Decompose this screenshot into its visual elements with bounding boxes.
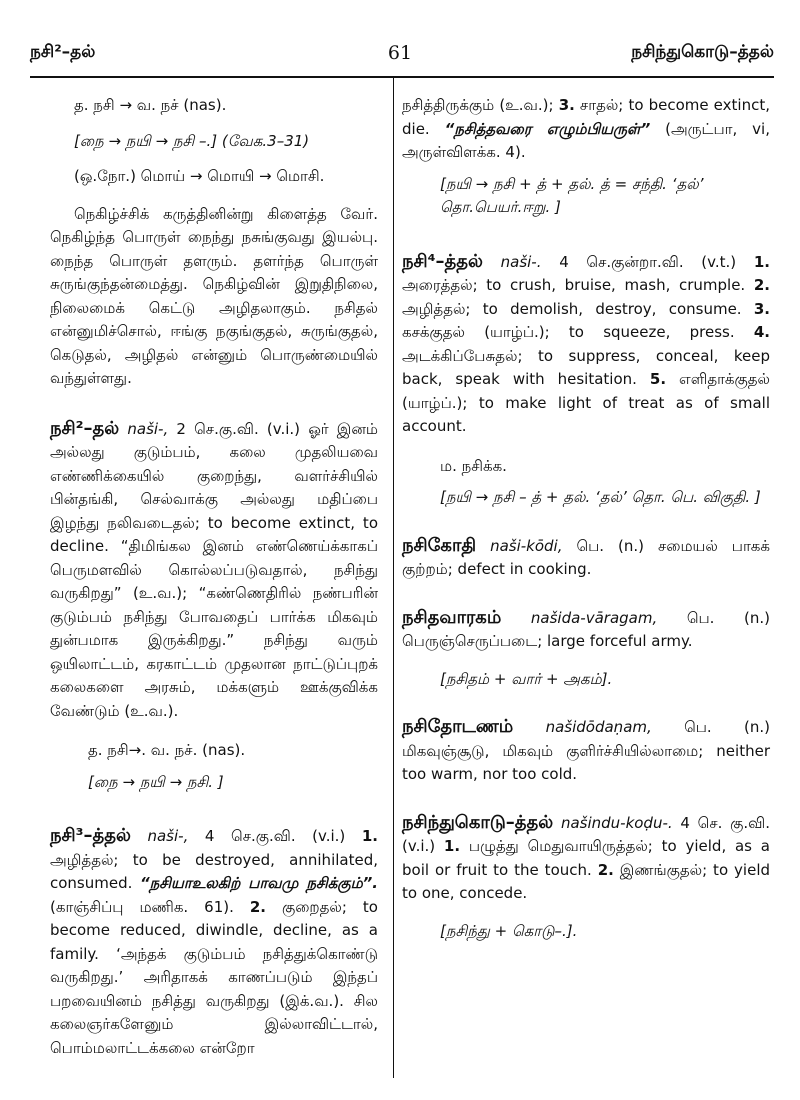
- citation-source: (காஞ்சிப்பு மணிக. 61).: [50, 897, 234, 916]
- headword: நசிதோடணம்: [402, 716, 514, 737]
- sense-number: 5.: [649, 370, 667, 388]
- sense-number: 3.: [558, 96, 575, 114]
- dictionary-entry: [50, 417, 378, 724]
- sense-text: எளிதாக்குதல் (யாழ்ப்.); to make light of treat as of small account.: [402, 370, 770, 435]
- headword: நசிகோதி: [402, 534, 477, 556]
- column-divider: [393, 78, 394, 1078]
- headword: நசிதவாரகம்: [402, 606, 502, 628]
- etymology-line: [நை → நயி → நசி. ]: [88, 772, 224, 791]
- etymology-line: [நை → நயி → நசி –.] (வேக.3–31): [74, 131, 310, 150]
- sense-number: 2.: [249, 897, 267, 916]
- etymology-line: (ஒ.நோ.) மொய் → மொயி → மொசி.: [74, 167, 325, 185]
- dictionary-entry: [402, 250, 770, 439]
- sense-number: 2.: [597, 860, 614, 879]
- dictionary-entry: [402, 811, 770, 906]
- english-gloss: to become extinct, die.: [402, 96, 770, 138]
- tamil-gloss: சாதல்;: [579, 96, 624, 114]
- headword: நசி³–த்தல்: [50, 825, 131, 846]
- sense-number: 2.: [753, 276, 770, 294]
- definition: மிகவுஞ்சூடு, மிகவும் குளிர்ச்சியில்லாமை; neither too warm, nor too cold.: [402, 741, 770, 783]
- tamil-gloss: குறைதல்;: [282, 897, 347, 916]
- sense-text: கசக்குதல் (யாழ்ப்.); to squeeze, press.: [402, 323, 735, 341]
- dictionary-entry: [402, 715, 770, 787]
- etymology-paragraph: நெகிழ்ச்சிக் கருத்தினின்று கிளைத்த வேர். நெகிழ்ந்த பொருள் நைந்து நசுங்குவது இயல்பு. நைந்த பொருள் தளரும். தளர்ந்த பொருள் சுருங்குந்தன்மைத்து. நெகிழ்வின் இறுதிநிலை, நிலைமைக் கெட்டு அழிதலாகும். நசிதல் என்னுமிச்சொல், ஈங்கு நகுங்குதல், சுருங்குதல், கெடுதல், அழிதல் என்னும் பொருண்மையில் வந்துள்ளது.: [50, 204, 378, 387]
- sense-number: 1.: [753, 252, 770, 271]
- citation-quote: “நசித்தவரை எழும்பியருள்”: [444, 119, 651, 138]
- transliteration: našindu-koḍu-.: [560, 813, 673, 832]
- sense-number: 4.: [753, 323, 770, 341]
- sense-number: 3.: [753, 299, 770, 318]
- transliteration: naši-kōdi,: [490, 536, 563, 555]
- headword: நசி²–தல்: [50, 417, 120, 439]
- dictionary-entry: [402, 534, 770, 582]
- transliteration: naši-,: [147, 827, 189, 845]
- right-guide-word: நசிந்துகொடு–த்தல்: [631, 42, 774, 62]
- etymology-line: [நயி → நசி + த் + தல். த் = சந்தி. ‘தல்’ தொ.பெயர்.ஈறு. ]: [440, 174, 704, 216]
- etymology-line: த. நசி → வ. நச் (nas).: [74, 96, 227, 114]
- sense-number: 1.: [443, 837, 461, 855]
- transliteration: naši-.: [500, 252, 542, 271]
- sense-text: இணங்குதல்; to yield to one, concede.: [402, 860, 771, 902]
- grammar-label: 2 செ.கு.வி. (v.i.): [176, 419, 301, 438]
- transliteration: naši-,: [127, 419, 169, 438]
- usage-example: “திமிங்கல இனம் எண்ணெய்க்காகப் பெருமளவில் கொல்லப்படுவதால், நசிந்து வருகிறது” (உ.வ.); “கண்ணெதிரில் நண்பரின் குடும்பம் நசிந்து போவதைப் பார்க்க மிகவும் துன்பமாக இருக்கிறது.” நசிந்து வரும் ஒயிலாட்டம், கரகாட்டம் முதலான நாட்டுப்புறக் கலைகளை அரசும், மக்களும் ஊக்குவிக்க வேண்டும் (உ.வ.).: [50, 537, 378, 720]
- definition: பெருஞ்செருப்படை; large forceful army.: [402, 632, 693, 650]
- left-guide-word: நசி²–தல்: [30, 42, 96, 62]
- etymology-line: [நசிதம் + வார் + அகம்].: [440, 669, 613, 688]
- sense-text: அரைத்தல்; to crush, bruise, mash, crumple.: [402, 276, 746, 294]
- citation-quote: “நசியாஉலகிற் பாவமு நசிக்கும்”.: [139, 874, 378, 892]
- sense-text: அடக்கிப்பேசுதல்; to suppress, conceal, keep back, speak with hesitation.: [402, 346, 770, 388]
- header-rule: [30, 76, 774, 78]
- left-column: [50, 94, 378, 1060]
- definition: ஓர் இனம் அல்லது குடும்பம், கலை முதலியவை எண்ணிக்கையில் குறைந்து, வளர்ச்சியில் பின்தங்கி, செல்வாக்கு அல்லது மதிப்பை இழந்து நலிவடைதல்; to become extinct, to decline.: [50, 419, 378, 555]
- right-column: [402, 94, 770, 951]
- grammar-label: 4 செ.குன்றா.வி. (v.t.): [559, 252, 737, 271]
- english-gloss: to be destroyed, annihilated, consumed.: [50, 850, 378, 892]
- page-number: 61: [387, 42, 413, 64]
- citation-source: (அருட்பா, vi, அருள்விளக்க. 4).: [402, 119, 770, 161]
- grammar-label: 4 செ.கு.வி. (v.i.): [204, 827, 346, 845]
- grammar-label: பெ. (n.): [576, 536, 644, 555]
- dictionary-entry: [50, 824, 378, 1060]
- entry-continuation: [402, 94, 770, 165]
- etymology-line: [நசிந்து + கொடு–.].: [440, 921, 578, 940]
- etymology-line: ம. நசிக்க.: [440, 456, 507, 475]
- english-gloss: to become reduced, diwindle, decline, as a family.: [50, 897, 378, 963]
- sense-text: அழித்தல்; to demolish, destroy, consume.: [402, 299, 742, 318]
- page-header: [0, 0, 800, 86]
- headword: நசிந்துகொடு–த்தல்: [402, 811, 554, 833]
- sense-number: 1.: [361, 827, 378, 845]
- grammar-label: 4 செ. கு.வி. (v.i.): [402, 813, 770, 855]
- headword: நசி⁴–த்தல்: [402, 250, 483, 272]
- definition: சமையல் பாகக் குற்றம்; defect in cooking.: [402, 536, 770, 578]
- grammar-label: பெ. (n.): [686, 608, 770, 627]
- transliteration: našidōdaṇam,: [545, 718, 652, 736]
- tamil-gloss: அழித்தல்;: [50, 850, 119, 869]
- usage-example: நசித்திருக்கும் (உ.வ.);: [402, 96, 554, 114]
- sense-text: பழுத்து மெதுவாயிருத்தல்; to yield, as a boil or fruit to the touch.: [402, 837, 770, 879]
- usage-example: ‘அந்தக் குடும்பம் நசித்துக்கொண்டு வருகிறது.’ அரிதாகக் காணப்படும் இந்தப் பறவையினம் நசித்து வருகிறது (இக்.வ.). சில கலைஞர்களேனும் இல்லாவிட்டால், பொம்மலாட்டக்கலை என்றோ: [50, 944, 378, 1057]
- etymology-line: த. நசி→. வ. நச். (nas).: [88, 741, 246, 759]
- etymology-line: [நயி → நசி – த் + தல். ‘தல்’ தொ. பெ. விகுதி. ]: [440, 488, 761, 506]
- dictionary-entry: [402, 606, 770, 654]
- grammar-label: பெ. (n.): [684, 718, 770, 736]
- transliteration: našida-vāragam,: [530, 608, 658, 627]
